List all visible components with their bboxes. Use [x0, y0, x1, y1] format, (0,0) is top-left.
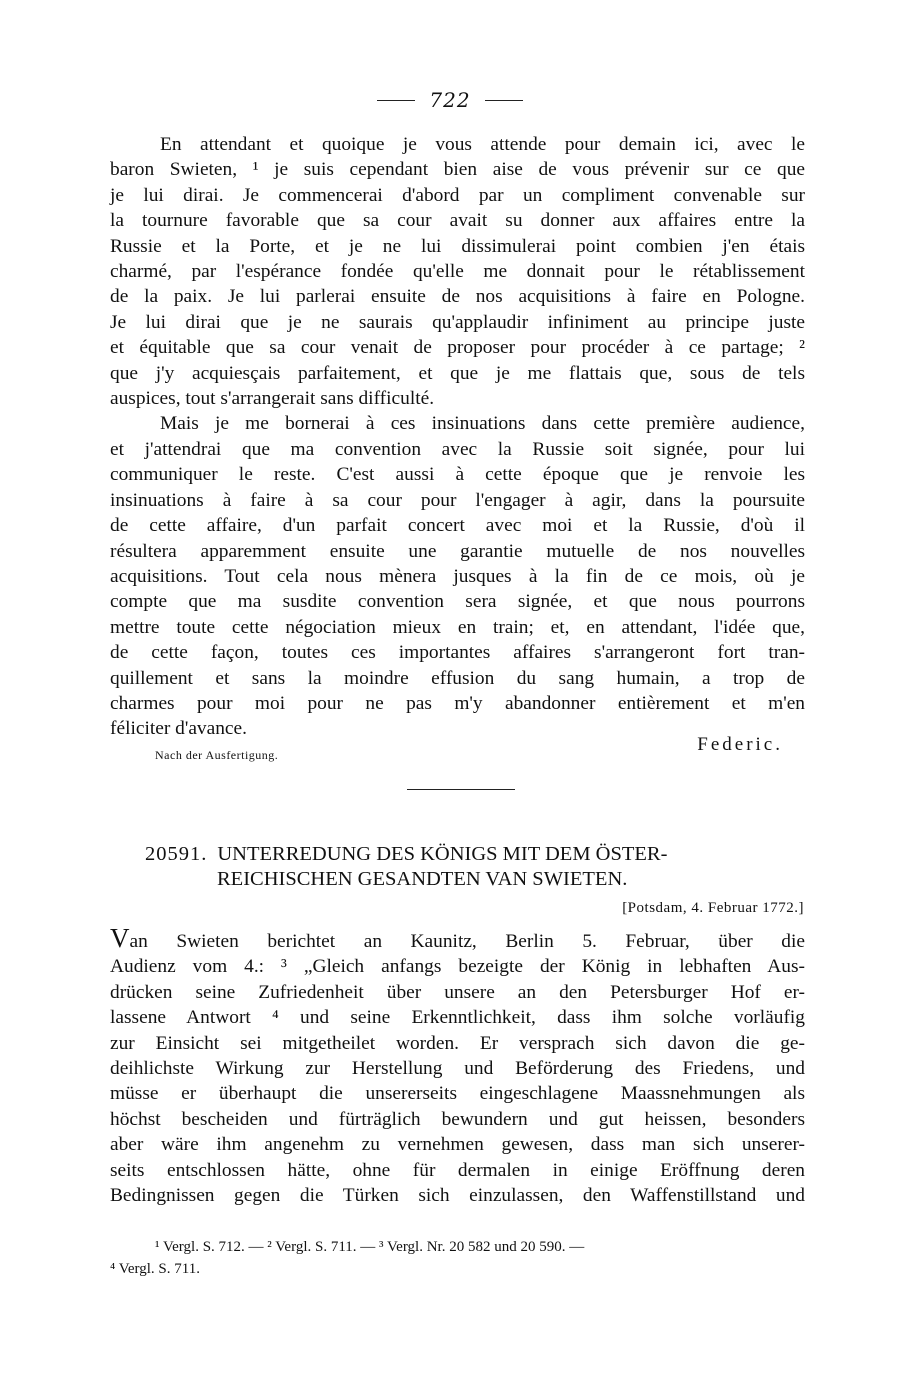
- text-line: lassene Antwort ⁴ und seine Erkenntlichkeit, dass ihm solche vorläufig: [110, 1007, 805, 1029]
- text-line: que j'y acquiesçais parfaitement, et que je me flattais que, sous de tels: [110, 362, 805, 384]
- text-line: féliciter d'avance.: [110, 718, 247, 740]
- text-line: En attendant et quoique je vous attende pour demain ici, avec le: [160, 134, 805, 155]
- initial-letter: V: [110, 923, 130, 953]
- text-line: Audienz vom 4.: ³ „Gleich anfangs bezeigte der König in lebhaften Aus-: [110, 956, 805, 978]
- text-line: et j'attendrai que ma convention avec la Russie soit signée, pour lui: [110, 438, 805, 460]
- first-line-text: an Swieten berichtet an Kaunitz, Berlin 5. Februar, über die: [129, 931, 805, 952]
- source-note: Nach der Ausfertigung.: [155, 748, 279, 762]
- text-line: seits entschlossen hätte, ohne für dermalen in einige Eröffnung deren: [110, 1159, 805, 1181]
- letter-body: [110, 132, 805, 742]
- text-line: et équitable que sa cour venait de proposer pour procéder à ce partage; ²: [110, 337, 805, 359]
- heading-title-1: UNTERREDUNG DES KÖNIGS MIT DEM ÖSTER-: [217, 843, 668, 865]
- report-body: [110, 923, 805, 1208]
- footnote-line-1: ¹ Vergl. S. 712. — ² Vergl. S. 711. — ³ Vergl. Nr. 20 582 und 20 590. —: [155, 1239, 585, 1255]
- text-line: höchst bescheiden und fürträglich bewundern und gut heissen, besonders: [110, 1108, 805, 1130]
- text-line: de cette façon, toutes ces importantes affaires s'arrangeront fort tran-: [110, 642, 805, 664]
- text-line: compte que ma susdite convention sera signée, et que nous pourrons: [110, 591, 805, 613]
- letter-paragraph-2: [110, 411, 805, 436]
- document-heading: [145, 842, 805, 892]
- text-line: résultera apparemment ensuite une garantie mutuelle de nos nouvelles: [110, 540, 805, 562]
- text-line: acquisitions. Tout cela nous mènera jusques à la fin de ce mois, où je: [110, 565, 805, 587]
- heading-line-1: [145, 842, 805, 867]
- text-line: la tournure favorable que sa cour avait su donner aux affaires entre la: [110, 210, 805, 232]
- text-line: de cette affaire, d'un parfait concert avec moi et la Russie, d'où il: [110, 515, 805, 537]
- signature-row: [110, 734, 805, 774]
- footnotes: [110, 1236, 805, 1280]
- text-line: charmes pour moi pour ne pas m'y abandonner entièrement et m'en: [110, 692, 805, 714]
- report-paragraph: [110, 923, 805, 1208]
- text-line: charmé, par l'espérance fondée qu'elle me donnait pour le rétablissement: [110, 261, 805, 283]
- letter-paragraph-2-cont: [110, 437, 805, 742]
- letter-paragraph-1-cont: [110, 157, 805, 411]
- text-line: insinuations à faire à sa cour pour l'engager à agir, dans la poursuite: [110, 489, 805, 511]
- signature: Federic.: [697, 734, 783, 755]
- text-line: auspices, tout s'arrangerait sans difficulté.: [110, 388, 435, 410]
- text-line: communiquer le reste. C'est aussi à cette époque que je renvoie les: [110, 464, 805, 486]
- dateline: [Potsdam, 4. Februar 1772.]: [622, 900, 804, 916]
- footnote-line-2: ⁴ Vergl. S. 711.: [110, 1261, 200, 1277]
- text-line: [110, 923, 805, 954]
- text-line: de la paix. Je lui parlerai ensuite de nos acquisitions à faire en Pologne.: [110, 286, 805, 308]
- text-line: Russie et la Porte, et je ne lui dissimulerai point combien j'en étais: [110, 235, 805, 257]
- text-line: baron Swieten, ¹ je suis cependant bien aise de vous prévenir sur ce que: [110, 159, 805, 181]
- text-line: Je lui dirai que je ne saurais qu'applaudir infiniment au principe juste: [110, 311, 805, 333]
- text-line: deihlichste Wirkung zur Herstellung und Beförderung des Friedens, und: [110, 1058, 805, 1080]
- letter-paragraph-1: [110, 132, 805, 157]
- text-line: drücken seine Zufriedenheit über unsere an den Petersburger Hof er-: [110, 981, 805, 1003]
- text-line: Bedingnissen gegen die Türken sich einzulassen, den Waffenstillstand und: [110, 1185, 805, 1207]
- text-line: zur Einsicht sei mitgetheilet worden. Er versprach sich davon die ge-: [110, 1032, 805, 1054]
- text-line: quillement et sans la moindre effusion du sang humain, a trop de: [110, 667, 805, 689]
- section-divider: [407, 789, 515, 790]
- header-dash-left: [377, 100, 415, 101]
- text-line: müsse er überhaupt die unsererseits eingeschlagene Maassnehmungen als: [110, 1083, 805, 1105]
- text-line: mettre toute cette négociation mieux en train; et, en attendant, l'idée que,: [110, 616, 805, 638]
- document-number: 20591.: [145, 843, 208, 865]
- page-number: 722: [429, 88, 471, 112]
- heading-title-2: REICHISCHEN GESANDTEN VAN SWIETEN.: [217, 868, 628, 890]
- page-header: [0, 88, 900, 112]
- text-line: aber wäre ihm angenehm zu vernehmen gewesen, dass man sich unserer-: [110, 1134, 805, 1156]
- text-line: je lui dirai. Je commencerai d'abord par un compliment convenable sur: [110, 184, 805, 206]
- header-dash-right: [485, 100, 523, 101]
- text-line: Mais je me bornerai à ces insinuations dans cette première audience,: [160, 413, 805, 435]
